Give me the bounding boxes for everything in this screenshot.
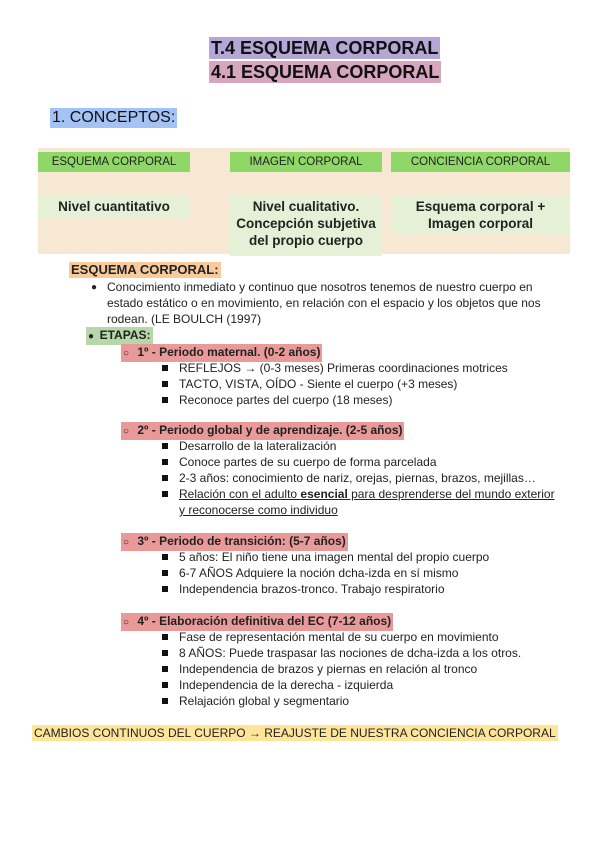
circle-bullet-icon: ○ bbox=[123, 537, 138, 548]
bullet-icon: ● bbox=[88, 331, 100, 342]
stage-title-text: 1º - Periodo maternal. (0-2 años) bbox=[137, 345, 321, 359]
square-bullet-icon bbox=[162, 397, 168, 403]
stage-item: Relajación global y segmentario bbox=[179, 694, 350, 708]
main-title: T.4 ESQUEMA CORPORAL bbox=[211, 38, 439, 58]
section-heading: 1. CONCEPTOS: bbox=[52, 109, 176, 126]
square-bullet-icon bbox=[162, 554, 168, 560]
stage-title-text: 4º - Elaboración definitiva del EC (7-12 años) bbox=[137, 614, 392, 628]
etapas-text: ETAPAS: bbox=[99, 328, 151, 342]
etapas-label bbox=[86, 327, 153, 345]
bullet-icon: ● bbox=[91, 282, 98, 293]
subtitle: 4.1 ESQUEMA CORPORAL bbox=[211, 62, 440, 82]
stage-item bbox=[179, 486, 555, 502]
item-text: para desprenderse del mundo exterior bbox=[347, 487, 555, 501]
cell-line: Imagen corporal bbox=[427, 216, 534, 231]
cell-line: Nivel cuantitativo bbox=[58, 199, 170, 214]
square-bullet-icon bbox=[162, 381, 168, 387]
circle-bullet-icon: ○ bbox=[123, 617, 138, 628]
stage-item: 6-7 AÑOS Adquiere la noción dcha-izda en sí mismo bbox=[179, 566, 459, 580]
stage-item: Reconoce partes del cuerpo (18 meses) bbox=[179, 393, 393, 407]
cell-line: del propio cuerpo bbox=[248, 233, 363, 248]
table-header: IMAGEN CORPORAL bbox=[230, 152, 382, 172]
square-bullet-icon bbox=[162, 459, 168, 465]
item-bold-text: esencial bbox=[300, 487, 348, 501]
square-bullet-icon bbox=[162, 634, 168, 640]
circle-bullet-icon: ○ bbox=[123, 426, 138, 437]
conclusion: CAMBIOS CONTINUOS DEL CUERPO → REAJUSTE DE NUESTRA CONCIENCIA CORPORAL bbox=[34, 726, 556, 740]
stage-item: 8 AÑOS: Puede traspasar las nociones de dcha-izda a los otros. bbox=[179, 646, 522, 660]
stage-item-continuation: y reconocerse como individuo bbox=[179, 503, 338, 517]
definition-line: estado estático o en movimiento, en relación con el espacio y los objetos que nos bbox=[107, 296, 541, 310]
stage-title-text: 3º - Periodo de transición: (5-7 años) bbox=[137, 534, 346, 548]
cell-line: Concepción subjetiva bbox=[236, 216, 376, 231]
square-bullet-icon bbox=[162, 666, 168, 672]
square-bullet-icon bbox=[162, 475, 168, 481]
stage-item: Independencia de brazos y piernas en relación al tronco bbox=[179, 662, 478, 676]
definition-line: Conocimiento inmediato y continuo que nosotros tenemos de nuestro cuerpo en bbox=[107, 280, 533, 294]
item-text: Relación con el adulto bbox=[179, 487, 301, 501]
circle-bullet-icon: ○ bbox=[123, 348, 138, 359]
stage-item: Conoce partes de su cuerpo de forma parcelada bbox=[179, 455, 437, 469]
square-bullet-icon bbox=[162, 682, 168, 688]
square-bullet-icon bbox=[162, 491, 168, 497]
definition-line: rodean. (LE BOULCH (1997) bbox=[107, 312, 262, 326]
square-bullet-icon bbox=[162, 698, 168, 704]
stage-item: Fase de representación mental de su cuerpo en movimiento bbox=[179, 630, 499, 644]
esquema-heading: ESQUEMA CORPORAL: bbox=[71, 262, 219, 277]
stage-item: Desarrollo de la lateralización bbox=[179, 439, 337, 453]
stage-item: Independencia brazos-tronco. Trabajo respiratorio bbox=[179, 582, 445, 596]
stage-item: 5 años: El niño tiene una imagen mental del propio cuerpo bbox=[179, 550, 490, 564]
square-bullet-icon bbox=[162, 586, 168, 592]
stage-item: Independencia de la derecha - izquierda bbox=[179, 678, 394, 692]
stage-item: REFLEJOS → (0-3 meses) Primeras coordinaciones motrices bbox=[179, 361, 508, 375]
table-header: CONCIENCIA CORPORAL bbox=[391, 152, 570, 172]
square-bullet-icon bbox=[162, 443, 168, 449]
square-bullet-icon bbox=[162, 570, 168, 576]
square-bullet-icon bbox=[162, 365, 168, 371]
cell-line: Esquema corporal + bbox=[415, 199, 546, 214]
cell-line: Nivel cualitativo. bbox=[252, 199, 360, 214]
stage-title-text: 2º - Periodo global y de aprendizaje. (2-5 años) bbox=[137, 423, 403, 437]
stage-item: TACTO, VISTA, OÍDO - Siente el cuerpo (+3 meses) bbox=[179, 377, 458, 391]
stage-item: 2-3 años: conocimiento de nariz, orejas, piernas, brazos, mejillas… bbox=[179, 471, 536, 485]
table-header: ESQUEMA CORPORAL bbox=[38, 152, 190, 172]
square-bullet-icon bbox=[162, 650, 168, 656]
